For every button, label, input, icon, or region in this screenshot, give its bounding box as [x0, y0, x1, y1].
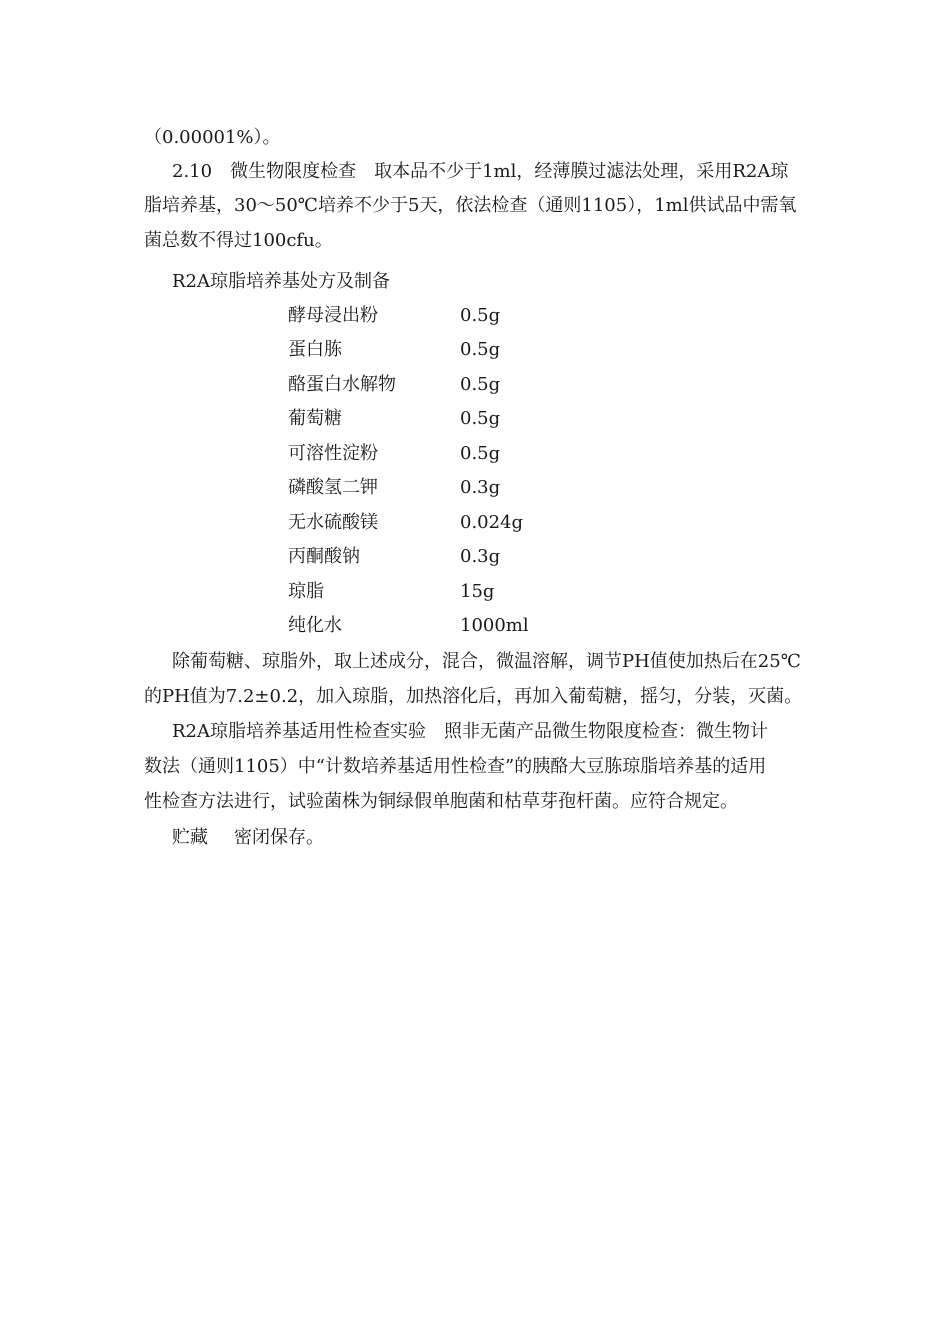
ingredient-amount: 0.5g	[460, 374, 501, 395]
prep-line-2	[144, 685, 808, 709]
ingredient-name: 纯化水	[288, 615, 342, 636]
text-line	[144, 126, 808, 150]
continuation-text: （0.00001%）。	[144, 127, 281, 148]
ingredient-name: 酪蛋白水解物	[288, 374, 396, 395]
recipe-title-text: R2A琼脂培养基处方及制备	[172, 271, 391, 292]
suitability-line-3	[144, 790, 808, 814]
prep-line-1	[172, 650, 808, 674]
recipe-row	[288, 476, 618, 502]
suitability-text: 数法（通则1105）中“计数培养基适用性检查”的胰酪大豆胨琼脂培养基的适用	[144, 756, 767, 777]
section-text: 取本品不少于1ml，经薄膜过滤法处理，采用R2A琼	[374, 161, 789, 182]
storage-line	[172, 826, 808, 850]
ingredient-name: 可溶性淀粉	[288, 443, 378, 464]
ingredient-amount: 0.3g	[460, 477, 501, 498]
ingredient-name: 磷酸氢二钾	[288, 477, 378, 498]
recipe-row	[288, 373, 618, 399]
ingredient-amount: 0.3g	[460, 546, 501, 567]
recipe-row	[288, 511, 618, 537]
ingredient-amount: 0.5g	[460, 305, 501, 326]
suitability-heading: R2A琼脂培养基适用性检查实验	[172, 721, 427, 742]
suitability-line-2	[144, 755, 808, 779]
suitability-text: 性检查方法进行，试验菌株为铜绿假单胞菌和枯草芽孢杆菌。应符合规定。	[144, 791, 738, 812]
prep-text: 的PH值为7.2±0.2，加入琼脂，加热溶化后，再加入葡萄糖，摇匀，分装，灭菌。	[144, 686, 803, 707]
suitability-text: 照非无菌产品微生物限度检查：微生物计	[444, 721, 769, 742]
ingredient-amount: 0.5g	[460, 443, 501, 464]
recipe-row	[288, 614, 618, 640]
recipe-row	[288, 442, 618, 468]
recipe-row	[288, 338, 618, 364]
section-number: 2.10	[172, 161, 213, 182]
recipe-title	[172, 270, 808, 294]
section-text: 脂培养基，30～50℃培养不少于5天，依法检查（通则1105），1ml供试品中需氧	[144, 195, 797, 216]
ingredient-name: 葡萄糖	[288, 408, 342, 429]
section-text: 菌总数不得过100cfu。	[144, 230, 333, 251]
recipe-row	[288, 580, 618, 606]
section-2-10-line-3	[144, 229, 808, 253]
section-2-10-line-1	[172, 160, 808, 184]
ingredient-name: 酵母浸出粉	[288, 305, 378, 326]
recipe-row	[288, 545, 618, 571]
ingredient-amount: 0.5g	[460, 408, 501, 429]
recipe-row	[288, 407, 618, 433]
storage-text: 密闭保存。	[234, 827, 324, 848]
ingredient-name: 蛋白胨	[288, 339, 342, 360]
ingredient-amount: 0.024g	[460, 512, 524, 533]
prep-text: 除葡萄糖、琼脂外，取上述成分，混合，微温溶解，调节PH值使加热后在25℃	[172, 651, 801, 672]
ingredient-amount: 15g	[460, 581, 495, 602]
recipe-row	[288, 304, 618, 330]
ingredient-name: 丙酮酸钠	[288, 546, 360, 567]
ingredient-name: 琼脂	[288, 581, 324, 602]
ingredient-amount: 0.5g	[460, 339, 501, 360]
storage-label: 贮藏	[172, 827, 208, 848]
section-2-10-line-2	[144, 194, 808, 218]
ingredient-name: 无水硫酸镁	[288, 512, 378, 533]
suitability-line-1	[172, 720, 808, 744]
section-heading: 微生物限度检查	[230, 161, 357, 182]
ingredient-amount: 1000ml	[460, 615, 529, 636]
